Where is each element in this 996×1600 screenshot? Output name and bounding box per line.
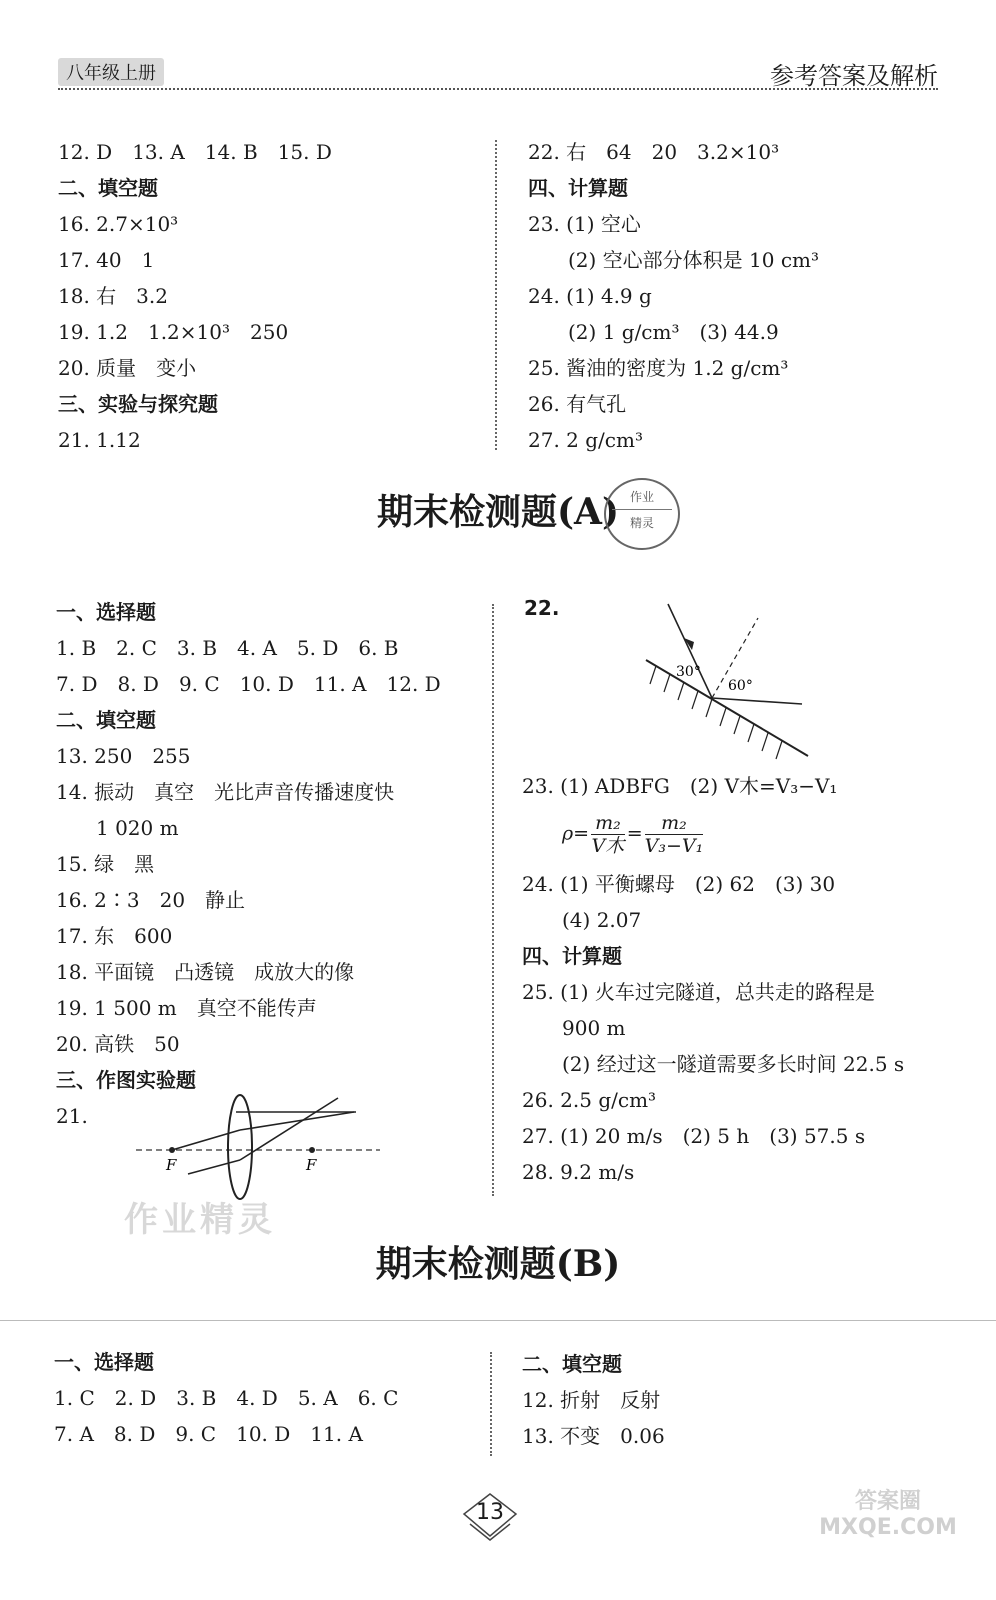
column-divider	[495, 140, 497, 450]
mirror-hatching	[650, 666, 782, 759]
answer-line: 16. 2∶3 20 静止	[56, 888, 246, 912]
answer-line: (2) 1 g/cm³ (3) 44.9	[568, 320, 779, 344]
page-number-badge	[462, 1492, 518, 1542]
answer-line: 1. C 2. D 3. B 4. D 5. A 6. C	[54, 1386, 399, 1410]
section-heading: 三、实验与探究题	[58, 392, 218, 416]
focus-label-left: F	[166, 1156, 177, 1174]
answer-line: 22. 右 64 20 3.2×10³	[528, 140, 780, 164]
answer-line: 25. (1) 火车过完隧道，总共走的路程是	[522, 980, 875, 1004]
answer-line: 1 020 m	[96, 816, 179, 840]
lens-diagram	[128, 1092, 388, 1202]
incident-ray-1	[172, 1130, 240, 1150]
grade-label: 八年级上册	[58, 58, 164, 86]
answer-line: 20. 高铁 50	[56, 1032, 180, 1056]
section-heading: 四、计算题	[528, 176, 628, 200]
focus-label-right: F	[306, 1156, 317, 1174]
answer-line: 19. 1 500 m 真空不能传声	[56, 996, 317, 1020]
answer-line: 21.	[56, 1104, 88, 1128]
watermark: 作业精灵	[124, 1200, 276, 1240]
answer-line: 13. 250 255	[56, 744, 191, 768]
answer-line: 12. 折射 反射	[522, 1388, 661, 1412]
fraction-1	[591, 812, 625, 857]
section-heading: 四、计算题	[522, 944, 622, 968]
answer-line: 26. 2.5 g/cm³	[522, 1088, 657, 1112]
fraction-1-denominator: V木	[591, 835, 625, 857]
incident-ray	[668, 604, 712, 698]
answer-line: 12. D 13. A 14. B 15. D	[58, 140, 332, 164]
answer-line: 24. (1) 平衡螺母 (2) 62 (3) 30	[522, 872, 836, 896]
answer-line: (4) 2.07	[562, 908, 642, 932]
answer-line: 17. 40 1	[58, 248, 155, 272]
answer-line: 900 m	[562, 1016, 626, 1040]
answer-line: 21. 1.12	[58, 428, 141, 452]
column-divider	[492, 604, 494, 1196]
part1-left-column	[58, 134, 478, 458]
answer-line: 13. 不变 0.06	[522, 1424, 665, 1448]
answer-line: 7. D 8. D 9. C 10. D 11. A 12. D	[56, 672, 441, 696]
section-a-right-column-top	[522, 768, 962, 804]
answer-line: 26. 有气孔	[528, 392, 627, 416]
q22-label: 22.	[524, 596, 560, 620]
angle-label-60: 60°	[728, 678, 753, 694]
section-b-right-column	[522, 1346, 952, 1454]
rho-equals: =	[626, 822, 643, 845]
answer-line: 16. 2.7×10³	[58, 212, 179, 236]
convex-lens	[228, 1095, 252, 1199]
angle-label-30: 30°	[676, 664, 701, 680]
answer-line: 27. (1) 20 m/s (2) 5 h (3) 57.5 s	[522, 1124, 866, 1148]
section-a-right-column-bottom	[522, 866, 962, 1190]
section-heading: 一、选择题	[54, 1350, 154, 1374]
answer-line: 15. 绿 黑	[56, 852, 155, 876]
fraction-2-denominator: V₃−V₁	[644, 835, 704, 857]
answer-line: 27. 2 g/cm³	[528, 428, 643, 452]
stamp-text-top: 作业	[629, 490, 654, 504]
focus-point-left	[169, 1147, 175, 1153]
section-b-left-column	[54, 1344, 484, 1452]
density-formula	[562, 812, 705, 857]
section-heading: 一、选择题	[56, 600, 156, 624]
answer-line: 1. B 2. C 3. B 4. A 5. D 6. B	[56, 636, 399, 660]
answer-line: (2) 经过这一隧道需要多长时间 22.5 s	[562, 1052, 905, 1076]
section-a-title: 期末检测题(A)	[377, 491, 619, 533]
fraction-2	[645, 812, 704, 857]
stamp-logo	[604, 478, 680, 550]
focus-point-right	[309, 1147, 315, 1153]
fraction-1-numerator: m₂	[591, 812, 625, 835]
section-heading: 二、填空题	[56, 708, 156, 732]
section-heading: 二、填空题	[522, 1352, 622, 1376]
answer-line: 17. 东 600	[56, 924, 173, 948]
answer-line: 7. A 8. D 9. C 10. D 11. A	[54, 1422, 363, 1446]
fraction-2-numerator: m₂	[645, 812, 704, 835]
corner-watermark: 答案圈 MXQE.COM	[819, 1489, 957, 1540]
incident-ray-2	[188, 1160, 240, 1174]
section-b-title: 期末检测题(B)	[375, 1243, 621, 1285]
column-divider	[490, 1352, 492, 1456]
part1-right-column	[528, 134, 948, 458]
answer-line: 28. 9.2 m/s	[522, 1160, 635, 1184]
answer-line: 14. 振动 真空 光比声音传播速度快	[56, 780, 395, 804]
refracted-ray	[712, 698, 802, 704]
section-heading: 二、填空题	[58, 176, 158, 200]
answer-line: 20. 质量 变小	[58, 356, 197, 380]
answer-line: 23. (1) 空心	[528, 212, 641, 236]
answer-line: 18. 右 3.2	[58, 284, 168, 308]
refracted-ray-2	[240, 1098, 338, 1160]
stamp-text-bottom: 精灵	[629, 516, 654, 530]
refracted-ray-1	[240, 1112, 354, 1130]
section-heading: 三、作图实验题	[56, 1068, 196, 1092]
header-divider	[58, 88, 938, 90]
answer-line: 23. (1) ADBFG (2) V木=V₃−V₁	[522, 774, 838, 798]
page-number: 13	[476, 1500, 504, 1525]
reflection-diagram	[640, 600, 820, 760]
answer-line: 24. (1) 4.9 g	[528, 284, 652, 308]
answer-line: 18. 平面镜 凸透镜 成放大的像	[56, 960, 355, 984]
section-a-left-column	[56, 594, 486, 1134]
answer-line: (2) 空心部分体积是 10 cm³	[568, 248, 820, 272]
answer-line: 25. 酱油的密度为 1.2 g/cm³	[528, 356, 789, 380]
header-title: 参考答案及解析	[770, 62, 938, 90]
rho-lhs: ρ=	[562, 822, 590, 845]
answer-line: 19. 1.2 1.2×10³ 250	[58, 320, 289, 344]
section-b-rule	[0, 1320, 996, 1321]
